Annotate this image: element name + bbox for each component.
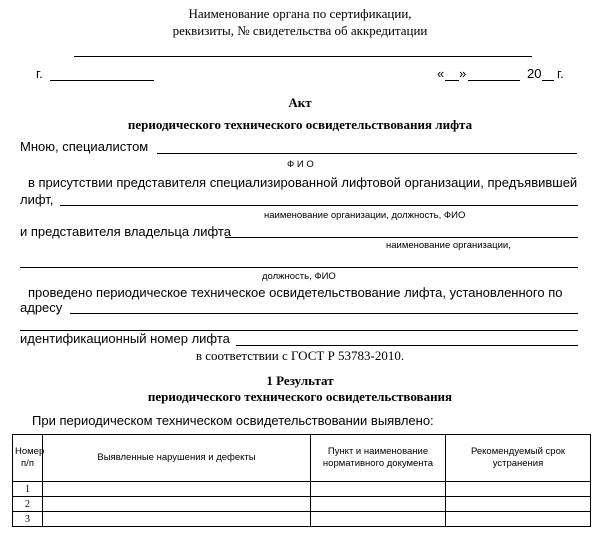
position-caption: должность, ФИО [262, 271, 336, 282]
section-subtitle: периодического технического освидетельствования [147, 389, 453, 404]
certification-body-name: Наименование органа по сертификации, [188, 6, 412, 21]
accreditation-details: реквизиты, № свидетельства об аккредитации [172, 23, 428, 38]
act-title: Акт [288, 95, 312, 110]
year-fill-line [542, 80, 554, 81]
norm-cell[interactable] [311, 482, 446, 497]
header-defects: Выявленные нарушения и дефекты [43, 435, 311, 482]
owner-position-fill-line [20, 267, 578, 268]
year-suffix: г. [557, 66, 564, 81]
lift-org-fill-line [60, 205, 578, 206]
fio-caption: Ф И О [287, 159, 314, 170]
gost-reference: в соответствии с ГОСТ Р 53783-2010. [195, 348, 405, 363]
city-prefix: г. [36, 66, 43, 81]
table-row [13, 482, 591, 497]
header-deadline: Рекомендуемый срок устранения [446, 435, 591, 482]
presence-line: в присутствии представителя специализированной лифтовой организации, предъявившей [28, 175, 578, 190]
act-subtitle: периодического технического освидетельствования лифта [127, 117, 473, 132]
defects-cell[interactable] [43, 482, 311, 497]
section-intro: При периодическом техническом освидетельствовании выявлено: [32, 413, 434, 428]
specialist-fill-line [157, 153, 577, 154]
city-fill-line [50, 80, 154, 81]
org-caption: наименование организации, должность, ФИО [264, 210, 466, 221]
norm-cell[interactable] [311, 512, 446, 527]
specialist-label: Мною, специалистом [20, 139, 149, 154]
row-number: 1 [13, 482, 43, 497]
header-fill-line [74, 56, 532, 57]
owner-fill-line [225, 237, 578, 238]
defects-cell[interactable] [43, 497, 311, 512]
owner-caption: наименование организации, [386, 240, 511, 251]
table-row [13, 497, 591, 512]
owner-label: и представителя владельца лифта [20, 224, 231, 239]
day-fill-line [445, 80, 459, 81]
day-quote-open: « [437, 66, 445, 81]
section-title: 1 Результат [266, 373, 334, 388]
conducted-line: проведено периодическое техническое освидетельствование лифта, установленного по [28, 285, 563, 300]
defects-cell[interactable] [43, 512, 311, 527]
lift-id-fill-line [236, 345, 578, 346]
header-norm-document: Пункт и наименование нормативного документа [311, 435, 446, 482]
month-fill-line [468, 80, 520, 81]
norm-cell[interactable] [311, 497, 446, 512]
lift-id-label: идентификационный номер лифта [20, 331, 230, 346]
results-table [12, 434, 591, 527]
table-header-row [13, 435, 591, 482]
table-row [13, 512, 591, 527]
year-prefix: 20 [527, 66, 542, 81]
deadline-cell[interactable] [446, 512, 591, 527]
lift-label: лифт, [20, 192, 54, 207]
address-fill-line [70, 313, 578, 314]
row-number: 2 [13, 497, 43, 512]
day-quote-close: » [459, 66, 467, 81]
header-number: Номер п/п [13, 435, 43, 482]
deadline-cell[interactable] [446, 482, 591, 497]
address-label: адресу [20, 300, 63, 315]
row-number: 3 [13, 512, 43, 527]
deadline-cell[interactable] [446, 497, 591, 512]
